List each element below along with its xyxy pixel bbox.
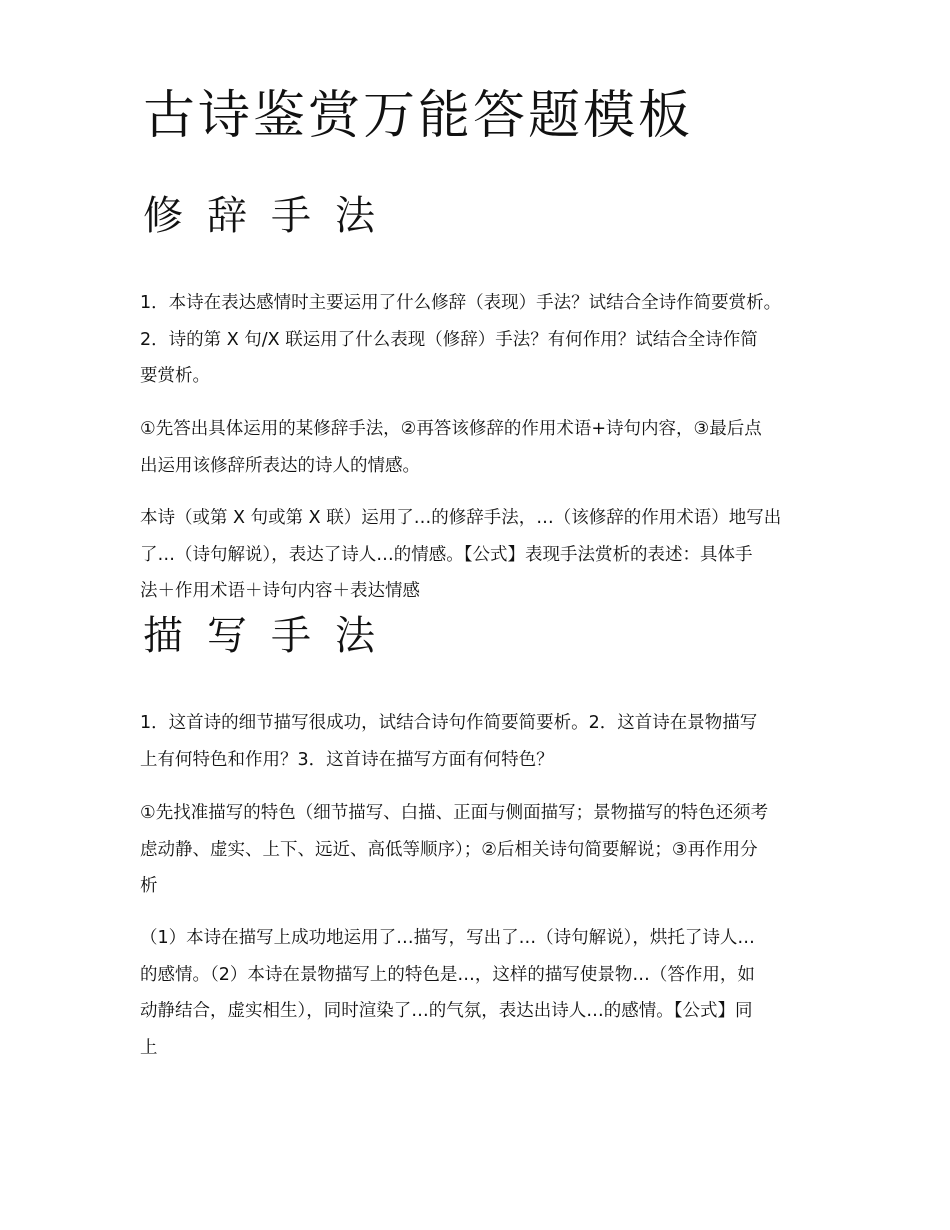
- description-method-paragraph: [140, 795, 840, 905]
- text-line: ①先答出具体运用的某修辞手法，②再答该修辞的作用术语+诗句内容，③最后点: [140, 419, 762, 439]
- rhetoric-questions-paragraph: [140, 285, 840, 395]
- text-line: 出运用该修辞所表达的诗人的情感。: [140, 455, 420, 476]
- description-questions-paragraph: [140, 705, 840, 778]
- rhetoric-method-paragraph: [140, 411, 840, 484]
- text-line: 上: [140, 1037, 158, 1058]
- text-line: 上有何特色和作用？3．这首诗在描写方面有何特色？: [140, 749, 554, 770]
- text-line: 要赏析。: [140, 366, 210, 386]
- text-line: 析: [140, 876, 158, 896]
- text-line: 了…（诗句解说），表达了诗人…的情感。【公式】表现手法赏析的表述：具体手: [140, 544, 753, 565]
- text-line: 2．诗的第 X 句/X 联运用了什么表现（修辞）手法？有何作用？试结合全诗作简: [140, 329, 758, 350]
- text-line: 法＋作用术语＋诗句内容＋表达情感: [140, 581, 420, 601]
- text-line: 1．这首诗的细节描写很成功，试结合诗句作简要简要析。2．这首诗在景物描写: [140, 713, 758, 733]
- text-line: 虑动静、虚实、上下、远近、高低等顺序）；②后相关诗句简要解说；③再作用分: [140, 839, 758, 860]
- text-line: （1）本诗在描写上成功地运用了…描写，写出了…（诗句解说），烘托了诗人…: [140, 928, 755, 948]
- section-heading-description: 描写手法: [143, 613, 399, 659]
- text-line: 1．本诗在表达感情时主要运用了什么修辞（表现）手法？试结合全诗作简要赏析。: [140, 293, 782, 313]
- document-title: 古诗鉴赏万能答题模板: [143, 86, 694, 146]
- description-template-paragraph: [140, 920, 840, 1066]
- text-line: 的感情。（2）本诗在景物描写上的特色是…，这样的描写使景物…（答作用，如: [140, 964, 755, 985]
- text-line: 本诗（或第 X 句或第 X 联）运用了…的修辞手法，…（该修辞的作用术语）地写出: [140, 508, 782, 528]
- text-line: ①先找准描写的特色（细节描写、白描、正面与侧面描写；景物描写的特色还须考: [140, 803, 769, 823]
- section-heading-rhetoric: 修辞手法: [143, 193, 399, 239]
- text-line: 动静结合，虚实相生），同时渲染了…的气氛，表达出诗人…的感情。【公式】同: [140, 1001, 753, 1021]
- rhetoric-template-paragraph: [140, 500, 840, 610]
